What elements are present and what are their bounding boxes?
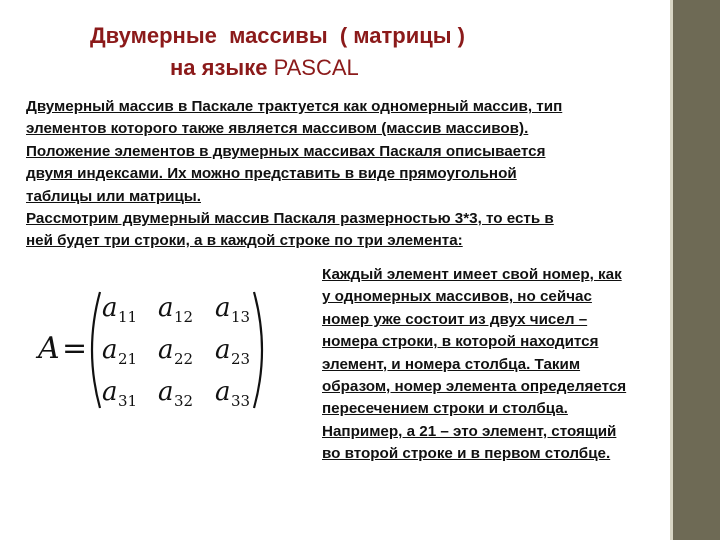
matrix-letter: a bbox=[215, 377, 231, 407]
intro-line: таблицы или матрицы. bbox=[26, 187, 201, 205]
matrix-letter: a bbox=[158, 335, 174, 365]
desc-line: Например, а 21 – это элемент, стоящий bbox=[322, 422, 617, 440]
intro-line: ней будет три строки, а в каждой строке по три элемента: bbox=[26, 232, 463, 250]
matrix-letter: a bbox=[102, 293, 118, 323]
intro-line: Рассмотрим двумерный массив Паскаля размерностью 3*3, то есть в bbox=[26, 210, 554, 228]
matrix-index: 12 bbox=[174, 308, 194, 326]
intro-paragraph bbox=[26, 96, 666, 253]
matrix-index: 31 bbox=[118, 392, 138, 410]
title-pascal: PASCAL bbox=[273, 55, 359, 80]
matrix-equals: = bbox=[62, 331, 88, 366]
matrix-index: 13 bbox=[231, 308, 251, 326]
left-parenthesis bbox=[92, 292, 100, 408]
right-parenthesis bbox=[254, 292, 262, 408]
desc-line: пересечением строки и столбца. bbox=[322, 400, 568, 418]
matrix-letter: a bbox=[215, 293, 231, 323]
matrix-letter: a bbox=[158, 377, 174, 407]
intro-line: двумя индексами. Их можно представить в виде прямоугольной bbox=[26, 165, 517, 183]
matrix-svg bbox=[32, 288, 282, 413]
title-line-1: Двумерные массивы ( матрицы ) bbox=[90, 23, 465, 48]
matrix-index: 11 bbox=[118, 308, 138, 326]
matrix-letter: a bbox=[215, 335, 231, 365]
intro-line: Двумерный массив в Паскале трактуется как одномерный массив, тип bbox=[26, 98, 563, 115]
desc-line: образом, номер элемента определяется bbox=[322, 378, 627, 396]
description-paragraph bbox=[322, 264, 682, 466]
desc-line: номера строки, в которой находится bbox=[322, 333, 599, 351]
intro-line: элементов которого также является массивом (массив массивов). bbox=[26, 120, 529, 138]
desc-line: Каждый элемент имеет свой номер, как bbox=[322, 266, 622, 283]
matrix-letter: a bbox=[158, 293, 174, 323]
intro-line: Положение элементов в двумерных массивах Паскаля описывается bbox=[26, 142, 546, 160]
matrix-formula bbox=[32, 288, 282, 413]
matrix-index: 33 bbox=[231, 392, 251, 410]
matrix-index: 32 bbox=[174, 392, 194, 410]
desc-line: во второй строке и в первом столбце. bbox=[322, 445, 611, 463]
slide-title bbox=[40, 20, 630, 84]
desc-line: элемент, и номера столбца. Таким bbox=[322, 355, 581, 373]
matrix-index: 22 bbox=[174, 350, 194, 368]
desc-line: у одномерных массивов, но сейчас bbox=[322, 288, 592, 306]
title-line-2-prefix: на языке bbox=[170, 55, 274, 80]
matrix-index: 23 bbox=[231, 350, 251, 368]
matrix-letter: a bbox=[102, 335, 118, 365]
desc-line: номер уже состоит из двух чисел – bbox=[322, 310, 588, 328]
matrix-letter: a bbox=[102, 377, 118, 407]
matrix-name: A bbox=[38, 331, 60, 366]
matrix-index: 21 bbox=[118, 350, 138, 368]
title-line-2 bbox=[40, 52, 630, 84]
